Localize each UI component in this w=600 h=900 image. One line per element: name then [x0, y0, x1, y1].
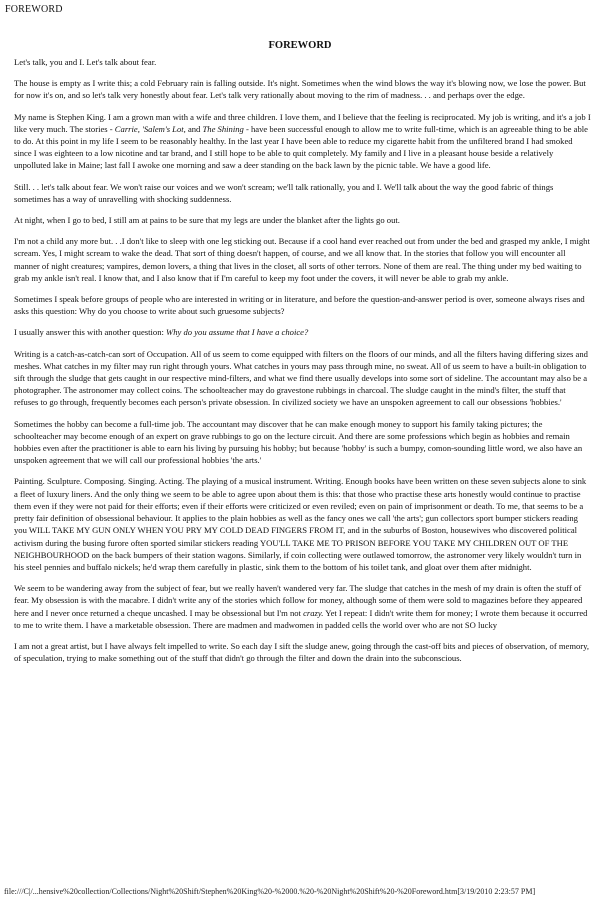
text-run: Painting. Sculpture. Composing. Singing. Acting. The playing of a musical instrument. Writing. Enough books have been written on these seven subjects alone to sink a fleet of luxury liners. And the only thing we seem to be able to agree upon about them is this: that those who practise these arts honestly would continue to practise them even if they were not paid for their efforts; even if their efforts were criticized or even reviled; even on pain of imprisonment or death. To me, that seems to be a pretty fair definition of obsessional behaviour. It applies to the plain hobbies as well as the fancy ones we call 'the arts'; gun collectors sport bumper stickers reading you WILL TAKE MY GUN ONLY WHEN YOU PRY MY COLD DEAD FINGERS FROM IT, and in the suburbs of Boston, housewives who discovered political activism during the busing furore often sported similar stickers reading YOU'LL TAKE ME TO PRISON BEFORE YOU TAKE MY CHILDREN OUT OF THE NEIGHBOURHOOD on the back bumpers of their station wagons. Similarly, if coin collecting were outlawed tomorrow, the astronomer very likely wouldn't turn in his steel pennies and buffalo nickels; he'd wrap them carefully in plastic, sink them to the bottom of his toilet tank, and gloat over them after midnight. — [14, 476, 587, 572]
document-title: FOREWORD — [268, 40, 332, 51]
paragraph — [14, 77, 591, 101]
paragraph — [14, 235, 591, 284]
text-run: - have been successful enough to allow me to write full-time, which is an agreeable thing to be able to do. At this point in my life I seem to be reasonably healthy. In the last year I have been able to reduce my cigarette habit from the unfiltered brand I had smoked since I was eighteen to a low nicotine and tar brand, and I still hope to be able to quit completely. My family and I live in a pleasant house beside a relatively unpolluted lake in Maine; last fall I awoke one morning and saw a deer standing on the back lawn by the picnic table. We have a good life. — [14, 123, 588, 171]
foreword-body — [14, 56, 591, 673]
paragraph — [14, 418, 591, 467]
text-run: I am not a great artist, but I have always felt impelled to write. So each day I sift the sludge anew, going through the cast-off bits and pieces of observation, of memory, of speculation, trying to make something out of the stuff that didn't go through the filter and down the drain into the subconscious. — [14, 640, 590, 664]
paragraph — [14, 56, 591, 68]
text-run: Writing is a catch-as-catch-can sort of Occupation. All of us seem to come equipped with filters on the floors of our minds, and all the filters having differing sizes and meshes. What catches in my filter may run right through yours. What catches in yours may pass through mine, no sweat. All of us seem to have a built-in obligation to sift through the sludge that gets caught in our respective mind-filters, and what we find there usually develops into some sort of sideline. The accountant may also be a photographer. The astronomer may collect coins. The schoolteacher may do gravestone rubbings in charcoal. The sludge caught in the mind's filter, the stuff that refuses to go through, frequently becomes each person's private obsession. In civilized society we have an unspoken agreement to call our obsessions 'hobbies.' — [14, 348, 588, 408]
paragraph — [14, 214, 591, 226]
text-run: I usually answer this with another question: — [14, 327, 167, 338]
page-header-label: FOREWORD — [5, 4, 63, 15]
paragraph — [14, 181, 591, 205]
text-run: I'm not a child any more but. . .I don't like to sleep with one leg sticking out. Because if a cool hand ever reached out from under the bed and grasped my ankle, I might scream. Yes, I might scream to wake the dead. That sort of thing doesn't happen, of course, and we all know that. In the stories that follow you will encounter all manner of night creatures; vampires, demon lovers, a thing that lives in the closet, all sorts of other terrors. None of them are real. The thing under my bed waiting to grab my ankle isn't real. I know that, and I also know that if I'm careful to keep my foot under the covers, it will never be able to grab my ankle. — [14, 236, 590, 283]
text-run: Still. . . let's talk about fear. We won't raise our voices and we won't scream; we'll talk rationally, you and I. We'll talk about the way the good fabric of things sometimes has a way of unravelling with shocking suddenness. — [14, 181, 554, 204]
page-footer-url: file:///C|/...hensive%20collection/Collections/Night%20Shift/Stephen%20King%20-%2000.%20-%20Night%20Shift%20-%20Foreword.htm[3/19/2010 2:23:57 PM] — [4, 887, 536, 896]
text-run: and — [185, 123, 203, 134]
text-run: At night, when I go to bed, I still am at pains to be sure that my legs are under the blanket after the lights go out. — [14, 215, 400, 226]
paragraph — [14, 326, 591, 338]
paragraph — [14, 111, 591, 172]
text-run: We seem to be wandering away from the subject of fear, but we really haven't wandered very far. The sludge that catches in the mesh of my drain is often the stuff of fear. My obsession is with the macabre. I didn't write any of the stories which follow for money, although some of them were sold to magazines before they appeared here and I never once returned a cheque uncashed. I may be obsessional but I'm not — [14, 583, 583, 618]
text-run: Sometimes I speak before groups of people who are interested in writing or in literature, and before the question-and-answer period is over, someone always rises and asks this question: Why do you choose to write about such gruesome subjects? — [14, 294, 585, 317]
text-run: My name is Stephen King. I am a grown man with a wife and three children. I love them, and I believe that the feeling is reciprocated. My job is writing, and it's a job I like very much. The stories - — [14, 111, 591, 134]
text-run: Yet I repeat: I didn't write them for money; I wrote them because it occurred to me to write them. I have a marketable obsession. There are madmen and madwomen in padded cells the world over who are not SO lucky — [14, 607, 588, 630]
text-run: Sometimes the hobby can become a full-time job. The accountant may discover that he can make enough money to support his family taking pictures; the schoolteacher may become enough of an expert on grave rubbings to go on the lecture circuit. And there are some professions which begin as hobbies and remain hobbies even after the practitioner is able to earn his living by pursuing his hobby; but because 'hobby' is such a bumpy, comon-sounding little word, we also have an unspoken agreement that we will call our professional hobbies 'the arts.' — [14, 418, 583, 466]
paragraph — [14, 348, 591, 409]
paragraph — [14, 582, 591, 631]
italic-text: Why do you assume that I have a choice? — [166, 327, 309, 338]
paragraph — [14, 475, 591, 573]
text-run: Let's talk, you and I. Let's talk about fear. — [14, 57, 157, 67]
paragraph — [14, 293, 591, 317]
italic-text: crazy. — [303, 607, 324, 618]
italic-text: The Shining — [202, 123, 244, 134]
italic-text: Carrie, 'Salem's Lot, — [114, 123, 186, 134]
paragraph — [14, 640, 591, 664]
text-run: The house is empty as I write this; a cold February rain is falling outside. It's night. Sometimes when the wind blows the way it's blowing now, we lose the power. But for now it's on, and so let's talk very honestly about fear. Let's talk very rationally about moving to the rim of madness. . . and perhaps over the edge. — [14, 78, 586, 101]
